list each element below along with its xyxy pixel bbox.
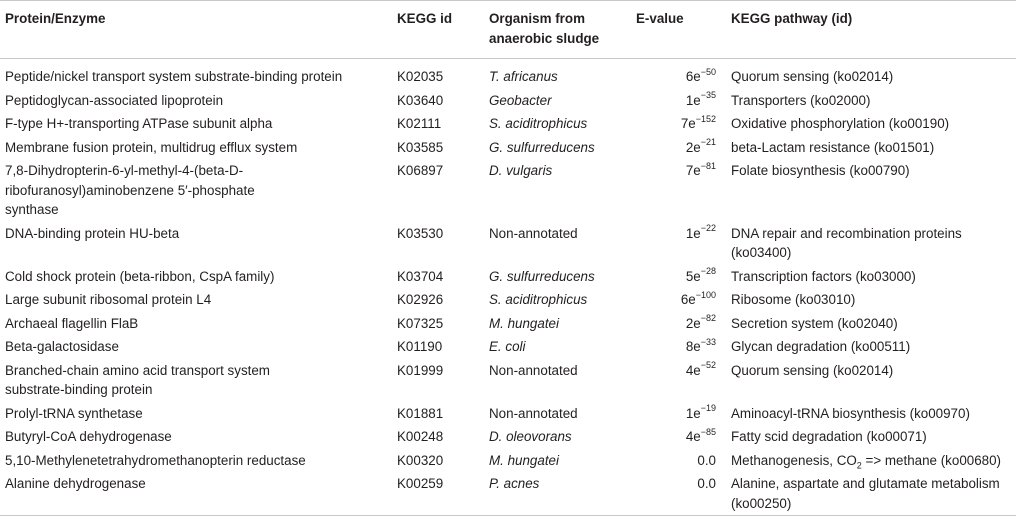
- kegg-id-cell: K03640: [397, 92, 444, 108]
- protein-cell: 5,10-Methylenetetrahydromethanopterin reductase: [5, 452, 306, 468]
- e-value-mantissa: 6e: [685, 69, 701, 84]
- header-kegg-id: KEGG id: [392, 1, 484, 59]
- header-protein: Protein/Enzyme: [0, 1, 392, 59]
- protein-cell: DNA-binding protein HU-beta: [5, 225, 180, 241]
- kegg-id-cell: K01190: [397, 339, 443, 354]
- protein-cell: 7,8-Dihydropterin-6-yl-methyl-4-(beta-D- ribofuranosyl)aminobenzene 5′-phosphate synthase: [5, 163, 255, 217]
- kegg-id-cell: K03704: [397, 268, 444, 284]
- pathway-cell: Transporters (ko02000): [731, 92, 871, 108]
- e-value-exponent: −81: [700, 160, 716, 171]
- e-value-mantissa: 7e: [685, 163, 701, 178]
- e-value-mantissa: 7e: [680, 116, 696, 131]
- table-body: [0, 59, 1016, 516]
- e-value-cell: [631, 159, 726, 222]
- table-row: [0, 359, 1016, 402]
- e-value-exponent: −35: [700, 90, 716, 101]
- e-value-cell: [631, 112, 726, 136]
- organism-cell: G. sulfurreducens: [489, 268, 595, 284]
- pathway-cell: Quorum sensing (ko02014): [731, 69, 894, 84]
- kegg-id-cell: K00320: [397, 452, 444, 468]
- e-value-mantissa: 4e: [685, 362, 701, 378]
- e-value-cell: [631, 288, 726, 312]
- protein-cell: Beta-galactosidase: [5, 339, 119, 354]
- pathway-cell: [726, 449, 1016, 473]
- e-value-mantissa: 4e: [685, 429, 701, 444]
- organism-cell: Non-annotated: [489, 362, 578, 378]
- protein-cell: F-type H+-transporting ATPase subunit alpha: [5, 116, 273, 131]
- organism-cell: S. aciditrophicus: [489, 116, 588, 131]
- protein-cell: Archaeal flagellin FlaB: [5, 315, 139, 331]
- table-row: [0, 265, 1016, 289]
- e-value-cell: [631, 89, 726, 113]
- organism-cell: Geobacter: [489, 92, 552, 108]
- table-row: [0, 159, 1016, 222]
- e-value-mantissa: 8e: [685, 339, 701, 354]
- header-e-value: E-value: [631, 1, 726, 59]
- protein-cell: Cold shock protein (beta-ribbon, CspA family): [5, 268, 275, 284]
- e-value-exponent: −152: [695, 113, 716, 124]
- pathway-cell: Aminoacyl-tRNA biosynthesis (ko00970): [731, 405, 970, 421]
- protein-cell: Branched-chain amino acid transport system substrate-binding protein: [5, 362, 270, 397]
- pathway-cell: DNA repair and recombination proteins (ko03400): [731, 225, 962, 260]
- organism-cell: G. sulfurreducens: [489, 139, 595, 155]
- kegg-id-cell: K02111: [397, 116, 442, 131]
- e-value-exponent: −100: [695, 289, 716, 300]
- table-row: [0, 449, 1016, 473]
- e-value-exponent: −22: [700, 223, 716, 234]
- e-value-exponent: −21: [700, 137, 716, 148]
- protein-cell: Alanine dehydrogenase: [5, 476, 146, 491]
- e-value-exponent: −85: [700, 426, 716, 437]
- kegg-id-cell: K02926: [397, 292, 444, 307]
- table-row: [0, 335, 1016, 359]
- e-value-mantissa: 2e: [685, 315, 701, 331]
- pathway-cell: Glycan degradation (ko00511): [731, 339, 911, 354]
- header-organism: Organism from anaerobic sludge: [484, 1, 631, 59]
- pathway-text-end: => methane (ko00680): [861, 452, 1002, 468]
- protein-cell: Membrane fusion protein, multidrug efflux system: [5, 139, 298, 155]
- e-value-mantissa: 1e: [685, 225, 701, 241]
- table-header: [0, 1, 1016, 59]
- organism-cell: S. aciditrophicus: [489, 292, 588, 307]
- e-value-mantissa: 1e: [685, 405, 701, 421]
- e-value-cell: [631, 359, 726, 402]
- e-value-exponent: −28: [700, 266, 716, 277]
- e-value-exponent: −82: [700, 313, 716, 324]
- pathway-cell: Quorum sensing (ko02014): [731, 362, 894, 378]
- e-value-mantissa: 0.0: [697, 476, 716, 491]
- table-row: [0, 288, 1016, 312]
- kegg-id-cell: K00248: [397, 429, 444, 444]
- protein-cell: Peptidoglycan-associated lipoprotein: [5, 92, 224, 108]
- pathway-cell: Folate biosynthesis (ko00790): [731, 163, 910, 178]
- table-row: [0, 425, 1016, 449]
- e-value-mantissa: 0.0: [697, 452, 716, 468]
- e-value-cell: [631, 425, 726, 449]
- e-value-mantissa: 5e: [685, 268, 701, 284]
- pathway-text: Methanogenesis, CO: [731, 452, 857, 468]
- pathway-subscript: 2: [856, 460, 862, 471]
- organism-cell: D. vulgaris: [489, 163, 553, 178]
- pathway-cell: beta-Lactam resistance (ko01501): [731, 139, 935, 155]
- pathway-cell: Transcription factors (ko03000): [731, 268, 916, 284]
- header-row: [0, 1, 1016, 59]
- e-value-exponent: −52: [700, 360, 716, 371]
- e-value-cell: [631, 449, 726, 473]
- pathway-cell: Oxidative phosphorylation (ko00190): [731, 116, 950, 131]
- protein-cell: Large subunit ribosomal protein L4: [5, 292, 212, 307]
- e-value-mantissa: 2e: [685, 139, 701, 155]
- kegg-id-cell: K01999: [397, 362, 444, 378]
- table-row: [0, 89, 1016, 113]
- table-row: [0, 112, 1016, 136]
- organism-cell: P. acnes: [489, 476, 540, 491]
- e-value-mantissa: 6e: [680, 292, 696, 307]
- table-row: [0, 402, 1016, 426]
- e-value-cell: [631, 59, 726, 89]
- organism-cell: E. coli: [489, 339, 526, 354]
- organism-cell: Non-annotated: [489, 405, 578, 421]
- protein-cell: Prolyl-tRNA synthetase: [5, 405, 143, 421]
- table-row: [0, 136, 1016, 160]
- kegg-id-cell: K00259: [397, 476, 444, 491]
- e-value-cell: [631, 335, 726, 359]
- e-value-exponent: −19: [700, 403, 716, 414]
- pathway-cell: Alanine, aspartate and glutamate metabolism (ko00250): [731, 476, 1000, 511]
- e-value-cell: [631, 265, 726, 289]
- e-value-exponent: −33: [700, 336, 716, 347]
- protein-cell: Butyryl-CoA dehydrogenase: [5, 429, 172, 444]
- table-row: [0, 312, 1016, 336]
- kegg-id-cell: K07325: [397, 315, 444, 331]
- kegg-id-cell: K03585: [397, 139, 444, 155]
- pathway-cell: Ribosome (ko03010): [731, 292, 856, 307]
- e-value-exponent: −50: [700, 66, 716, 77]
- e-value-mantissa: 1e: [685, 92, 701, 108]
- kegg-id-cell: K02035: [397, 69, 444, 84]
- organism-cell: T. africanus: [489, 69, 558, 84]
- table-row: [0, 59, 1016, 89]
- organism-cell: D. oleovorans: [489, 429, 572, 444]
- e-value-cell: [631, 472, 726, 516]
- e-value-cell: [631, 402, 726, 426]
- organism-cell: M. hungatei: [489, 315, 559, 331]
- header-pathway: KEGG pathway (id): [726, 1, 1016, 59]
- pathway-cell: Fatty scid degradation (ko00071): [731, 429, 927, 444]
- organism-cell: M. hungatei: [489, 452, 559, 468]
- kegg-id-cell: K03530: [397, 225, 444, 241]
- organism-cell: Non-annotated: [489, 225, 578, 241]
- e-value-cell: [631, 136, 726, 160]
- pathway-cell: Secretion system (ko02040): [731, 315, 898, 331]
- table-row: [0, 222, 1016, 265]
- protein-cell: Peptide/nickel transport system substrate-binding protein: [5, 69, 343, 84]
- e-value-cell: [631, 222, 726, 265]
- kegg-id-cell: K06897: [397, 163, 444, 178]
- kegg-id-cell: K01881: [397, 405, 444, 421]
- table-row: [0, 472, 1016, 516]
- e-value-cell: [631, 312, 726, 336]
